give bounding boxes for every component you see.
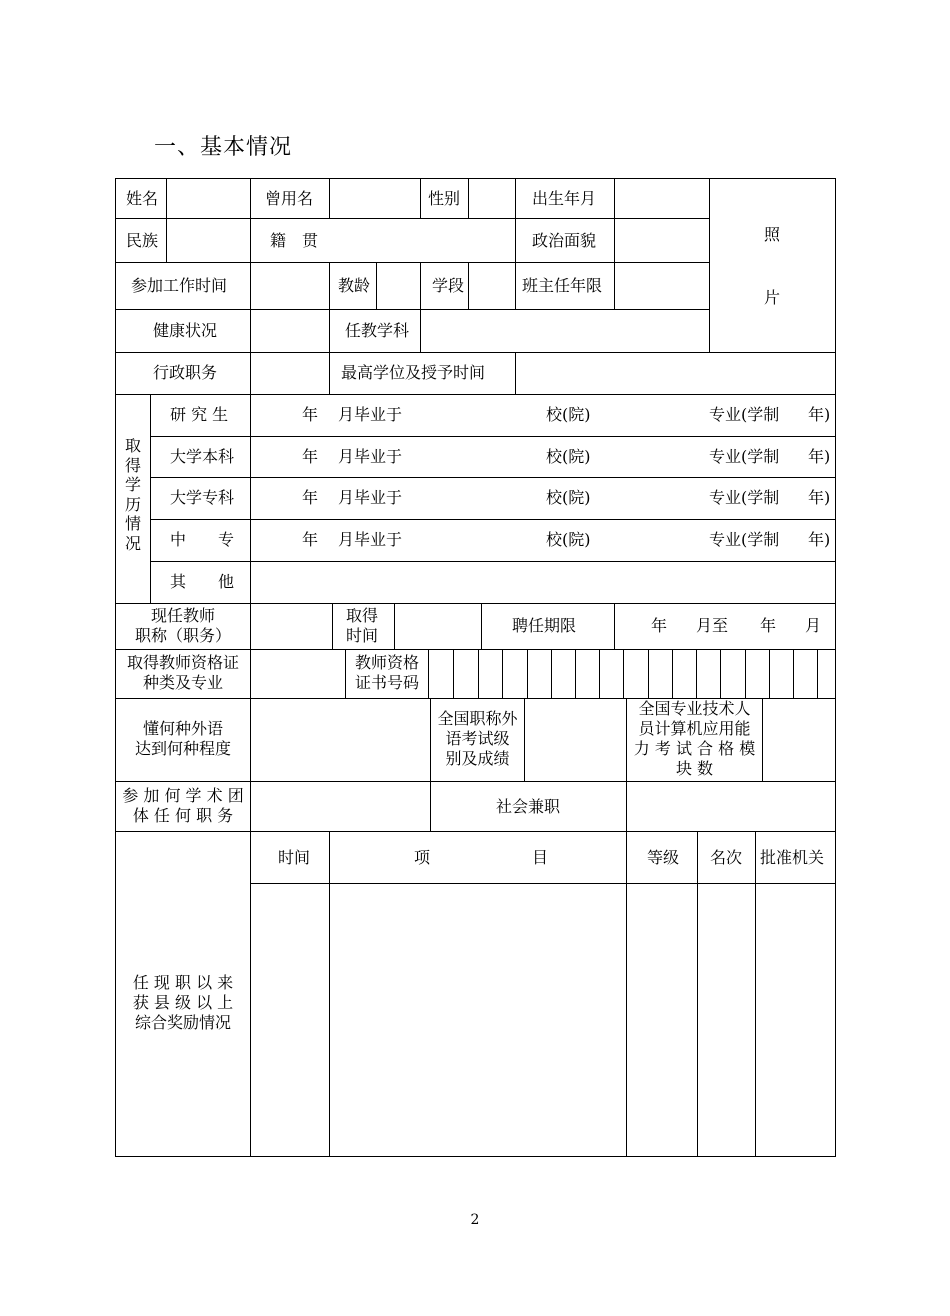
page-number: 2 [470,1212,480,1228]
edu-duration: 年) [808,405,831,424]
label-language-exam-line3: 别及成绩 [445,749,510,768]
label-obtained-time-line2: 时间 [346,626,379,645]
edu-month: 月毕业于 [338,530,403,549]
label-teacher-cert-type-line1: 取得教师资格证 [126,653,239,672]
label-school-stage: 学段 [432,276,465,295]
label-teacher-cert-type-line2: 种类及专业 [142,673,223,692]
label-health: 健康状况 [153,321,218,340]
photo-label-b: 片 [764,288,781,307]
education-group-label [119,436,147,553]
label-native-place: 籍 贯 [270,231,319,250]
label-computer-exam-line1: 全国专业技术人 [638,699,751,718]
edu-year: 年 [302,530,319,549]
label-foreign-language-line2: 达到何种程度 [134,739,231,758]
label-former-name: 曾用名 [265,189,314,208]
label-computer-exam [627,699,762,779]
edu-other-label: 其 他 [170,572,235,591]
edu-level: 大学本科 [170,447,235,466]
edu-year: 年 [302,488,319,507]
col-header-time: 时间 [278,848,311,867]
label-awards-line3: 综合奖励情况 [134,1013,231,1032]
col-header-item: 项 [414,848,431,867]
edu-duration: 年) [808,447,831,466]
term-month-to: 月至 [696,616,729,635]
photo-label-a: 照 [764,225,781,244]
label-head-teacher-years: 班主任年限 [522,276,603,295]
label-obtained-time [346,606,378,646]
label-teacher-cert-number [346,653,428,693]
label-language-exam [431,709,524,769]
edu-major: 专业(学制 [709,488,780,507]
edu-duration: 年) [808,488,831,507]
edu-school: 校(院) [546,405,591,424]
edu-school: 校(院) [546,447,591,466]
label-admin-post: 行政职务 [153,363,218,382]
col-header-approving-org: 批准机关 [760,848,825,867]
education-group-text: 取得学历情况 [125,436,142,553]
edu-month: 月毕业于 [338,447,403,466]
edu-school: 校(院) [546,530,591,549]
label-teaching-years: 教龄 [338,276,371,295]
label-name: 姓名 [126,189,159,208]
edu-year: 年 [302,447,319,466]
label-current-title [116,606,250,646]
label-social-post: 社会兼职 [496,797,561,816]
label-political-status: 政治面貌 [532,231,597,250]
edu-major: 专业(学制 [709,447,780,466]
col-header-item-2: 目 [532,848,549,867]
label-language-exam-line1: 全国职称外 [437,709,518,728]
edu-level: 中 专 [170,530,235,549]
edu-level: 研 究 生 [170,405,229,424]
edu-duration: 年) [808,530,831,549]
label-highest-degree: 最高学位及授予时间 [341,363,486,382]
label-academic-association-line1: 参 加 何 学 术 团 [122,786,244,805]
col-header-rank: 名次 [710,848,743,867]
edu-year: 年 [302,405,319,424]
label-gender: 性别 [428,189,461,208]
label-birth: 出生年月 [532,189,597,208]
term-month-2: 月 [805,616,822,635]
edu-major: 专业(学制 [709,405,780,424]
label-awards-line1: 任 现 职 以 来 [132,973,234,992]
label-appointment-term: 聘任期限 [512,616,577,635]
label-academic-association-line2: 体 任 何 职 务 [132,806,234,825]
label-current-title-line1: 现任教师 [150,606,215,625]
label-subject: 任教学科 [345,321,410,340]
edu-month: 月毕业于 [338,488,403,507]
col-header-grade: 等级 [647,848,680,867]
label-computer-exam-line2: 员计算机应用能 [638,719,751,738]
label-awards [116,973,250,1033]
label-foreign-language [116,719,250,759]
label-ethnicity: 民族 [126,231,159,250]
label-obtained-time-line1: 取得 [346,606,379,625]
edu-level: 大学专科 [170,488,235,507]
edu-school: 校(院) [546,488,591,507]
label-awards-line2: 获 县 级 以 上 [132,993,234,1012]
label-current-title-line2: 职称（职务） [134,626,231,645]
label-teacher-cert-number-line2: 证书号码 [354,673,419,692]
label-computer-exam-line4: 块 数 [675,759,714,778]
label-language-exam-line2: 语考试级 [445,729,510,748]
label-teacher-cert-number-line1: 教师资格 [354,653,419,672]
term-year-2: 年 [760,616,777,635]
edu-major: 专业(学制 [709,530,780,549]
term-year-1: 年 [651,616,668,635]
label-teacher-cert-type [116,653,250,693]
label-computer-exam-line3: 力 考 试 合 格 模 [633,739,756,758]
label-academic-association [116,786,250,826]
section-title: 一、基本情况 [154,135,293,160]
edu-month: 月毕业于 [338,405,403,424]
label-work-start: 参加工作时间 [131,276,228,295]
label-foreign-language-line1: 懂何种外语 [142,719,223,738]
